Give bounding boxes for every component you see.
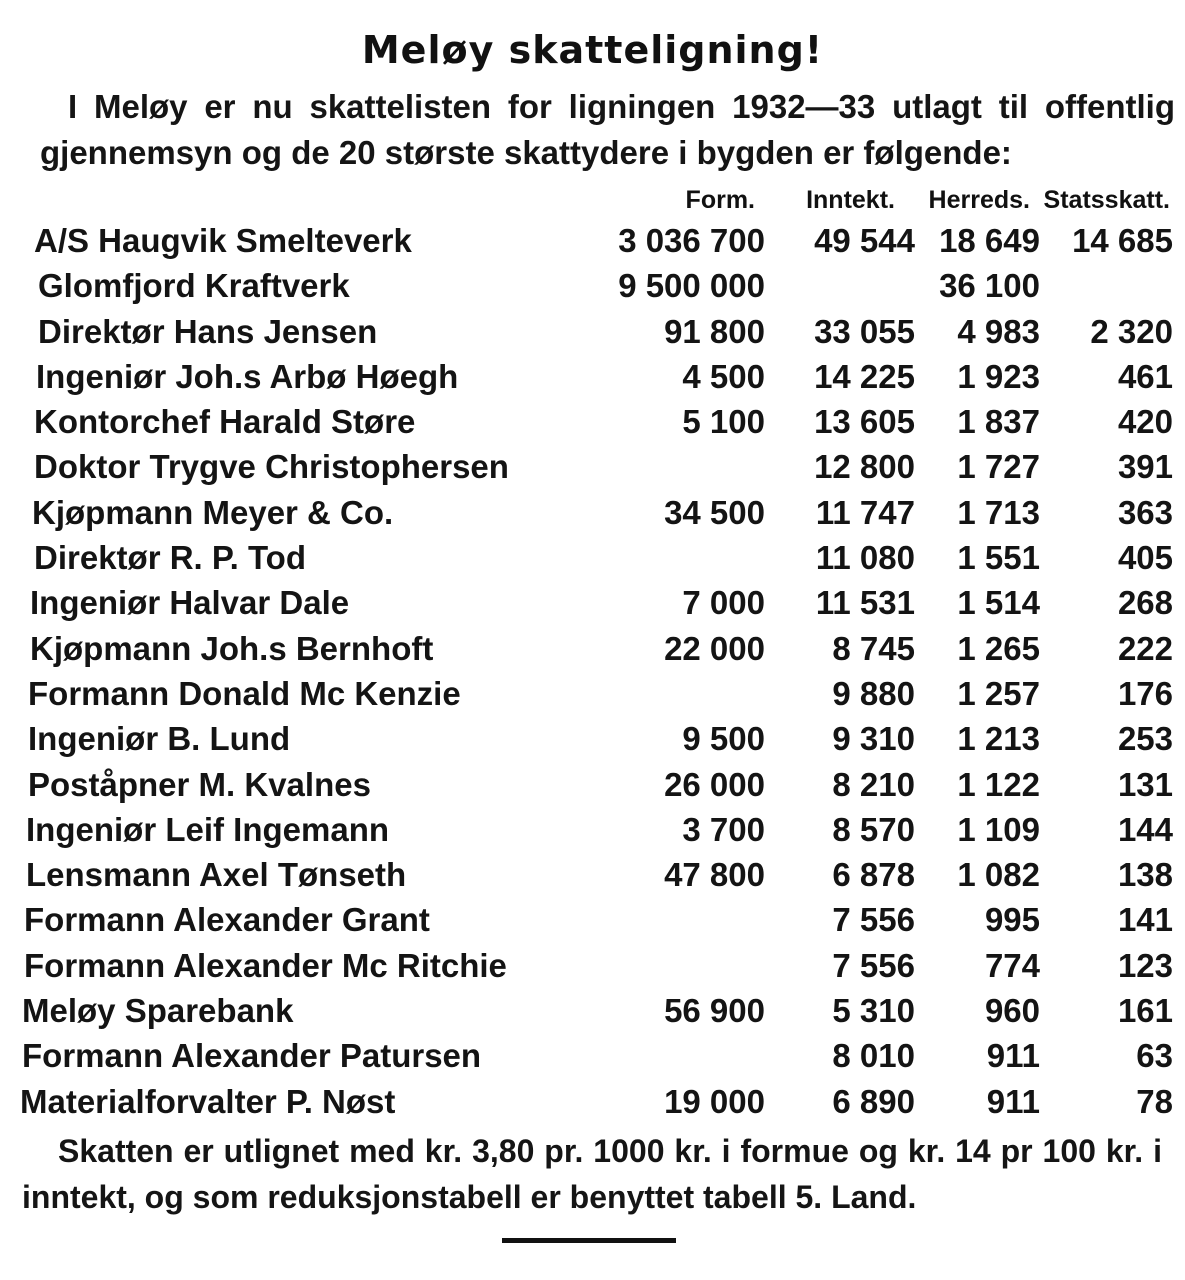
cell-statsskatt: 131: [1117, 765, 1173, 803]
cell-inntekt: 9 310: [832, 720, 915, 758]
taxpayer-name: Materialforvalter P. Nøst: [20, 1082, 396, 1120]
table-row: [0, 897, 1185, 942]
header-inntekt: Inntekt.: [806, 186, 895, 214]
taxpayer-name: Formann Alexander Grant: [24, 901, 430, 939]
cell-herreds: 1 551: [957, 539, 1040, 577]
cell-herreds: 911: [986, 1082, 1040, 1120]
cell-form: 5 100: [682, 403, 765, 441]
cell-inntekt: 13 605: [814, 403, 915, 441]
column-headers: [0, 186, 1185, 222]
table-row: [0, 716, 1185, 761]
cell-inntekt: 8 010: [832, 1037, 915, 1075]
cell-statsskatt: 63: [1136, 1037, 1173, 1075]
taxpayer-name: A/S Haugvik Smelteverk: [34, 222, 412, 259]
cell-statsskatt: 138: [1117, 856, 1173, 894]
header-statsskatt: Statsskatt.: [1043, 186, 1170, 214]
taxpayer-name: Formann Alexander Patursen: [22, 1037, 482, 1075]
taxpayer-name: Kjøpmann Meyer & Co.: [32, 493, 394, 531]
table-row: [0, 988, 1185, 1033]
intro-paragraph: [40, 84, 1175, 176]
cell-form: 26 000: [664, 765, 765, 803]
cell-herreds: 774: [984, 946, 1040, 984]
footer-paragraph: [22, 1128, 1162, 1220]
cell-inntekt: 7 556: [832, 901, 915, 939]
cell-herreds: 960: [984, 992, 1040, 1030]
taxpayer-name: Direktør Hans Jensen: [38, 312, 378, 350]
cell-statsskatt: 363: [1117, 493, 1173, 531]
cell-statsskatt: 123: [1117, 946, 1173, 984]
cell-form: 34 500: [664, 493, 765, 531]
cell-herreds: 1 923: [957, 357, 1040, 395]
cell-herreds: 1 713: [957, 493, 1040, 531]
cell-statsskatt: 391: [1117, 448, 1173, 486]
cell-inntekt: 11 080: [815, 539, 915, 577]
table-row: [0, 399, 1185, 444]
cell-herreds: 18 649: [939, 222, 1040, 259]
taxpayer-name: Poståpner M. Kvalnes: [28, 765, 371, 803]
cell-herreds: 1 082: [957, 856, 1040, 894]
cell-form: 3 036 700: [618, 222, 765, 259]
cell-statsskatt: 222: [1117, 629, 1173, 667]
cell-herreds: 1 109: [957, 810, 1040, 848]
table-row: [0, 1079, 1185, 1124]
cell-form: 91 800: [664, 312, 765, 350]
cell-statsskatt: 14 685: [1072, 222, 1173, 259]
cell-statsskatt: 2 320: [1090, 312, 1173, 350]
table-row: [0, 218, 1185, 263]
cell-statsskatt: 253: [1117, 720, 1173, 758]
cell-inntekt: 8 570: [832, 810, 915, 848]
taxpayer-name: Lensmann Axel Tønseth: [26, 856, 407, 894]
cell-form: 4 500: [682, 357, 765, 395]
cell-form: 3 700: [682, 810, 765, 848]
taxpayer-name: Meløy Sparebank: [22, 992, 294, 1030]
taxpayer-name: Ingeniør Joh.s Arbø Høegh: [36, 357, 459, 395]
taxpayer-name: Formann Alexander Mc Ritchie: [24, 946, 507, 984]
cell-form: 9 500 000: [618, 267, 765, 305]
cell-inntekt: 49 544: [814, 222, 915, 259]
table-row: [0, 1033, 1185, 1078]
taxpayer-name: Doktor Trygve Christophersen: [34, 448, 509, 486]
taxpayer-name: Formann Donald Mc Kenzie: [28, 674, 461, 712]
cell-form: 22 000: [664, 629, 765, 667]
cell-form: 19 000: [664, 1082, 765, 1120]
table-row: [0, 762, 1185, 807]
cell-herreds: 1 837: [957, 403, 1040, 441]
cell-statsskatt: 461: [1117, 357, 1173, 395]
cell-form: 47 800: [664, 856, 765, 894]
cell-herreds: 1 257: [957, 674, 1040, 712]
cell-form: 56 900: [664, 992, 765, 1030]
cell-herreds: 36 100: [939, 267, 1040, 305]
cell-inntekt: 8 745: [832, 629, 915, 667]
cell-herreds: 1 265: [957, 629, 1040, 667]
divider-rule: [502, 1238, 676, 1243]
taxpayer-name: Glomfjord Kraftverk: [38, 267, 350, 305]
cell-inntekt: 11 747: [815, 493, 915, 531]
table-row: [0, 671, 1185, 716]
cell-inntekt: 11 531: [815, 584, 915, 622]
taxpayer-name: Ingeniør Halvar Dale: [30, 584, 350, 622]
cell-inntekt: 9 880: [832, 674, 915, 712]
cell-statsskatt: 405: [1117, 539, 1173, 577]
table-row: [0, 444, 1185, 489]
header-form: Form.: [685, 186, 755, 214]
cell-herreds: 1 727: [957, 448, 1040, 486]
table-row: [0, 490, 1185, 535]
cell-inntekt: 12 800: [814, 448, 915, 486]
cell-statsskatt: 268: [1117, 584, 1173, 622]
table-row: [0, 580, 1185, 625]
taxpayer-name: Direktør R. P. Tod: [34, 539, 306, 577]
cell-inntekt: 14 225: [814, 357, 915, 395]
table-row: [0, 263, 1185, 308]
cell-statsskatt: 420: [1117, 403, 1173, 441]
cell-herreds: 4 983: [957, 312, 1040, 350]
table-row: [0, 535, 1185, 580]
cell-inntekt: 8 210: [832, 765, 915, 803]
table-row: [0, 626, 1185, 671]
cell-herreds: 1 122: [957, 765, 1040, 803]
footer-text: Skatten er utlignet med kr. 3,80 pr. 1000 kr. i formue og kr. 14 pr 100 kr. i inntekt, og som reduksjonstabell er benyttet tabell 5. Land.: [22, 1133, 1162, 1215]
taxpayer-name: Kontorchef Harald Støre: [34, 403, 416, 441]
header-herreds: Herreds.: [928, 186, 1030, 214]
taxpayer-name: Ingeniør B. Lund: [28, 720, 291, 758]
cell-herreds: 1 213: [957, 720, 1040, 758]
cell-form: 7 000: [682, 584, 765, 622]
cell-statsskatt: 144: [1117, 810, 1173, 848]
cell-statsskatt: 161: [1117, 992, 1173, 1030]
cell-inntekt: 33 055: [814, 312, 915, 350]
taxpayer-name: Kjøpmann Joh.s Bernhoft: [30, 629, 434, 667]
cell-statsskatt: 176: [1117, 674, 1173, 712]
table-row: [0, 354, 1185, 399]
cell-herreds: 1 514: [957, 584, 1040, 622]
cell-form: 9 500: [682, 720, 765, 758]
cell-statsskatt: 78: [1136, 1082, 1173, 1120]
table-row: [0, 852, 1185, 897]
table-row: [0, 807, 1185, 852]
cell-inntekt: 6 890: [832, 1082, 915, 1120]
article-title: Meløy skatteligning!: [361, 28, 824, 72]
table-row: [0, 943, 1185, 988]
cell-inntekt: 7 556: [832, 946, 915, 984]
cell-herreds: 911: [986, 1037, 1040, 1075]
taxpayer-table: [0, 218, 1185, 1124]
taxpayer-name: Ingeniør Leif Ingemann: [26, 810, 390, 848]
table-row: [0, 309, 1185, 354]
intro-text: I Meløy er nu skattelisten for ligningen 1932—33 utlagt til offentlig gjennemsyn og de 20 største skattydere i bygden er følgende:: [40, 88, 1175, 171]
cell-inntekt: 6 878: [832, 856, 915, 894]
cell-inntekt: 5 310: [832, 992, 915, 1030]
cell-statsskatt: 141: [1117, 901, 1173, 939]
cell-herreds: 995: [984, 901, 1040, 939]
